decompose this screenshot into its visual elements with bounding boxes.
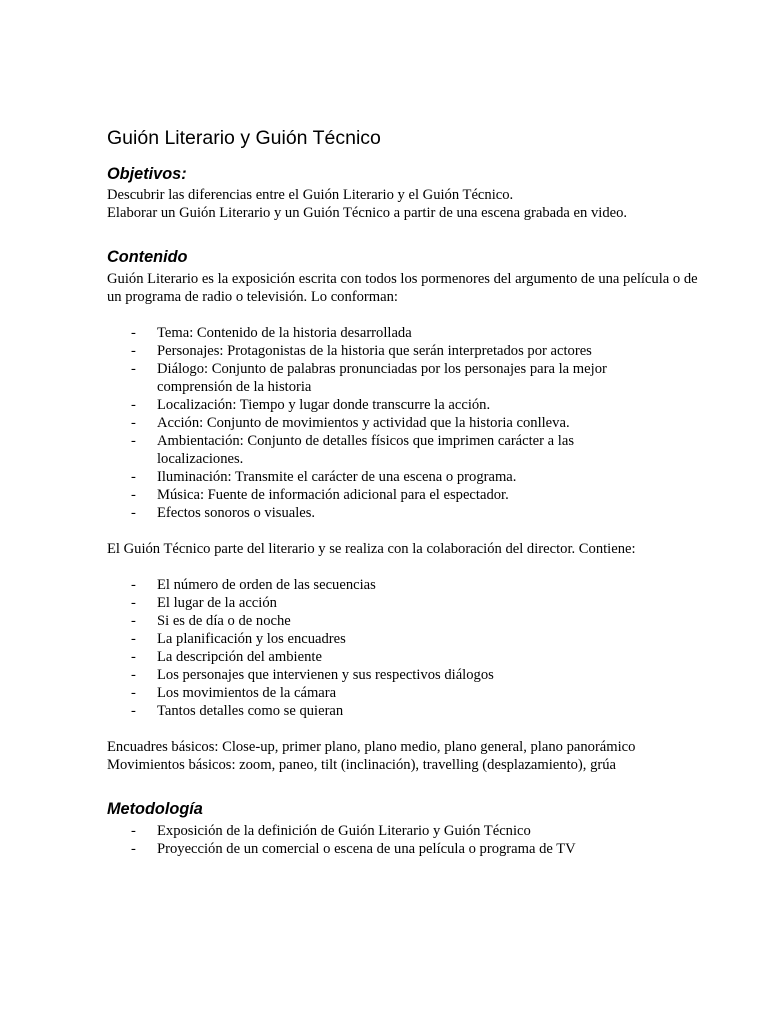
list-item — [107, 822, 627, 840]
list-item — [107, 648, 627, 666]
list-item — [107, 576, 627, 594]
list-item — [107, 666, 627, 684]
list-item-text: Los personajes que intervienen y sus respectivos diálogos — [157, 667, 494, 683]
list-item-text: El número de orden de las secuencias — [157, 577, 376, 593]
movimientos-basicos: Movimientos básicos: zoom, paneo, tilt (inclinación), travelling (desplazamiento), grúa — [107, 757, 617, 773]
list-item-text: La planificación y los encuadres — [157, 631, 346, 647]
bullet-dash: - — [131, 823, 136, 839]
bullet-dash: - — [131, 397, 136, 413]
bullet-dash: - — [131, 703, 136, 719]
encuadres-basicos: Encuadres básicos: Close-up, primer plano, plano medio, plano general, plano panorámico — [107, 739, 636, 755]
list-item — [107, 468, 627, 486]
list-item — [107, 396, 627, 414]
list-item — [107, 432, 627, 468]
list-item-text: Proyección de un comercial o escena de una película o programa de TV — [157, 841, 576, 857]
list-item — [107, 594, 627, 612]
bullet-dash: - — [131, 649, 136, 665]
metodologia-list — [107, 822, 707, 858]
bullet-dash: - — [131, 343, 136, 359]
list-item-text: Personajes: Protagonistas de la historia que serán interpretados por actores — [157, 343, 592, 359]
bullet-dash: - — [131, 361, 136, 377]
document-page — [107, 126, 707, 858]
list-item-text: Música: Fuente de información adicional para el espectador. — [157, 487, 509, 503]
document-title: Guión Literario y Guión Técnico — [107, 127, 381, 149]
list-item-text: La descripción del ambiente — [157, 649, 322, 665]
list-item — [107, 612, 627, 630]
bullet-dash: - — [131, 325, 136, 341]
contenido-heading: Contenido — [107, 248, 188, 266]
list-item — [107, 360, 627, 396]
list-item-text: Si es de día o de noche — [157, 613, 291, 629]
bullet-dash: - — [131, 595, 136, 611]
list-item-text: Localización: Tiempo y lugar donde transcurre la acción. — [157, 397, 491, 413]
list-item-text: Ambientación: Conjunto de detalles físicos que imprimen carácter a las localizaciones. — [157, 433, 575, 467]
list-item — [107, 840, 627, 858]
bullet-dash: - — [131, 469, 136, 485]
bullet-dash: - — [131, 685, 136, 701]
list-item — [107, 684, 627, 702]
guion-tecnico-list — [107, 576, 707, 720]
objetivos-heading: Objetivos: — [107, 165, 187, 183]
bullet-dash: - — [131, 415, 136, 431]
list-item-text: Tantos detalles como se quieran — [157, 703, 344, 719]
bullet-dash: - — [131, 631, 136, 647]
list-item — [107, 702, 627, 720]
bullet-dash: - — [131, 667, 136, 683]
list-item-text: Iluminación: Transmite el carácter de una escena o programa. — [157, 469, 517, 485]
bullet-dash: - — [131, 841, 136, 857]
list-item — [107, 324, 627, 342]
list-item-text: Diálogo: Conjunto de palabras pronunciadas por los personajes para la mejor comprensión de la historia — [157, 361, 607, 395]
bullet-dash: - — [131, 577, 136, 593]
guion-literario-list — [107, 324, 707, 522]
objetivo-line-2: Elaborar un Guión Literario y un Guión Técnico a partir de una escena grabada en video. — [107, 205, 628, 221]
bullet-dash: - — [131, 487, 136, 503]
bullet-dash: - — [131, 433, 136, 449]
list-item-text: Efectos sonoros o visuales. — [157, 505, 316, 521]
list-item-text: Tema: Contenido de la historia desarrollada — [157, 325, 412, 341]
bullet-dash: - — [131, 505, 136, 521]
list-item-text: Los movimientos de la cámara — [157, 685, 337, 701]
bullet-dash: - — [131, 613, 136, 629]
guion-tecnico-intro: El Guión Técnico parte del literario y se realiza con la colaboración del director. Contiene: — [107, 541, 636, 557]
list-item — [107, 342, 627, 360]
list-item-text: Acción: Conjunto de movimientos y actividad que la historia conlleva. — [157, 415, 570, 431]
list-item — [107, 630, 627, 648]
list-item — [107, 414, 627, 432]
list-item-text: El lugar de la acción — [157, 595, 277, 611]
objetivo-line-1: Descubrir las diferencias entre el Guión Literario y el Guión Técnico. — [107, 187, 514, 203]
guion-literario-intro: Guión Literario es la exposición escrita con todos los pormenores del argumento de una película o de un programa de radio o televisión. Lo conforman: — [107, 271, 698, 305]
list-item — [107, 504, 627, 522]
list-item — [107, 486, 627, 504]
list-item-text: Exposición de la definición de Guión Literario y Guión Técnico — [157, 823, 531, 839]
metodologia-heading: Metodología — [107, 800, 203, 818]
